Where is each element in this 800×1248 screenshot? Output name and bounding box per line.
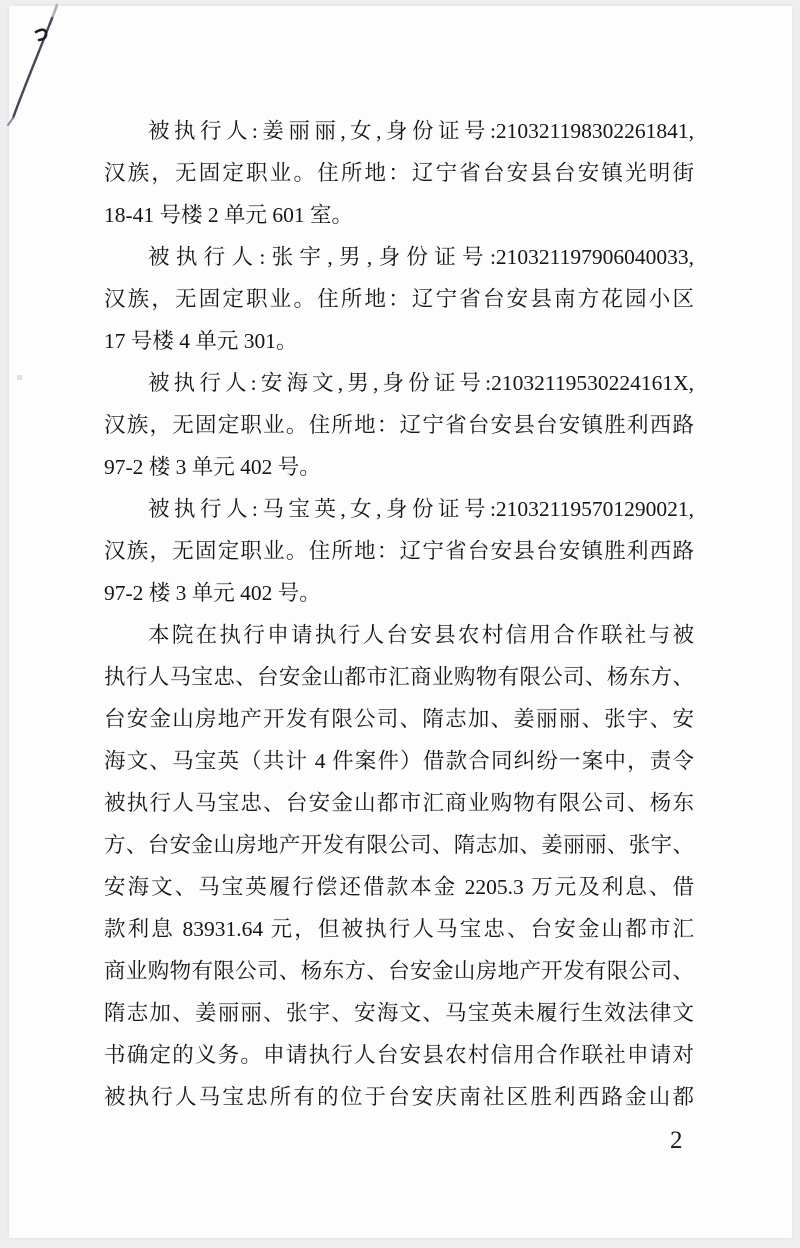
document-line: 汉族，无固定职业。住所地：辽宁省台安县台安镇光明街 (104, 161, 694, 185)
document-line: 方、台安金山房地产开发有限公司、隋志加、姜丽丽、张宇、 (104, 833, 694, 857)
document-line: 本院在执行申请执行人台安县农村信用合作联社与被 (148, 623, 694, 647)
page-number: 2 (670, 1127, 683, 1154)
document-line: 被执行人:安海文,男,身份证号:21032119530224161X, (148, 371, 694, 395)
document-line: 18-41 号楼 2 单元 601 室。 (104, 203, 354, 227)
document-line: 被执行人:马宝英,女,身份证号:210321195701290021, (148, 497, 694, 521)
document-line: 汉族，无固定职业。住所地：辽宁省台安县南方花园小区 (104, 287, 694, 311)
document-line: 台安金山房地产开发有限公司、隋志加、姜丽丽、张宇、安 (104, 707, 694, 731)
document-line: 安海文、马宝英履行偿还借款本金 2205.3 万元及利息、借 (104, 875, 694, 899)
document-line: 97-2 楼 3 单元 402 号。 (104, 581, 321, 605)
document-line: 汉族，无固定职业。住所地：辽宁省台安县台安镇胜利西路 (104, 539, 694, 563)
pen-stroke-artifact (0, 0, 70, 130)
document-line: 隋志加、姜丽丽、张宇、安海文、马宝英未履行生效法律文 (104, 1001, 694, 1025)
document-line: 被执行人马宝忠所有的位于台安庆南社区胜利西路金山都 (104, 1085, 694, 1109)
document-line: 汉族，无固定职业。住所地：辽宁省台安县台安镇胜利西路 (104, 413, 694, 437)
document-line: 被执行人马宝忠、台安金山都市汇商业购物有限公司、杨东 (104, 791, 694, 815)
document-line: 97-2 楼 3 单元 402 号。 (104, 455, 321, 479)
document-line: 海文、马宝英（共计 4 件案件）借款合同纠纷一案中，责令 (104, 749, 694, 773)
document-body (104, 110, 694, 1118)
document-line: 款利息 83931.64 元，但被执行人马宝忠、台安金山都市汇 (104, 917, 694, 941)
scan-speck (17, 375, 22, 380)
document-line: 被执行人:姜丽丽,女,身份证号:210321198302261841, (148, 119, 694, 143)
document-line: 执行人马宝忠、台安金山都市汇商业购物有限公司、杨东方、 (104, 665, 694, 689)
document-line: 商业购物有限公司、杨东方、台安金山房地产开发有限公司、 (104, 959, 694, 983)
document-line: 17 号楼 4 单元 301。 (104, 329, 298, 353)
document-line: 被执行人:张宇,男,身份证号:210321197906040033, (148, 245, 694, 269)
document-line: 书确定的义务。申请执行人台安县农村信用合作联社申请对 (104, 1043, 694, 1067)
